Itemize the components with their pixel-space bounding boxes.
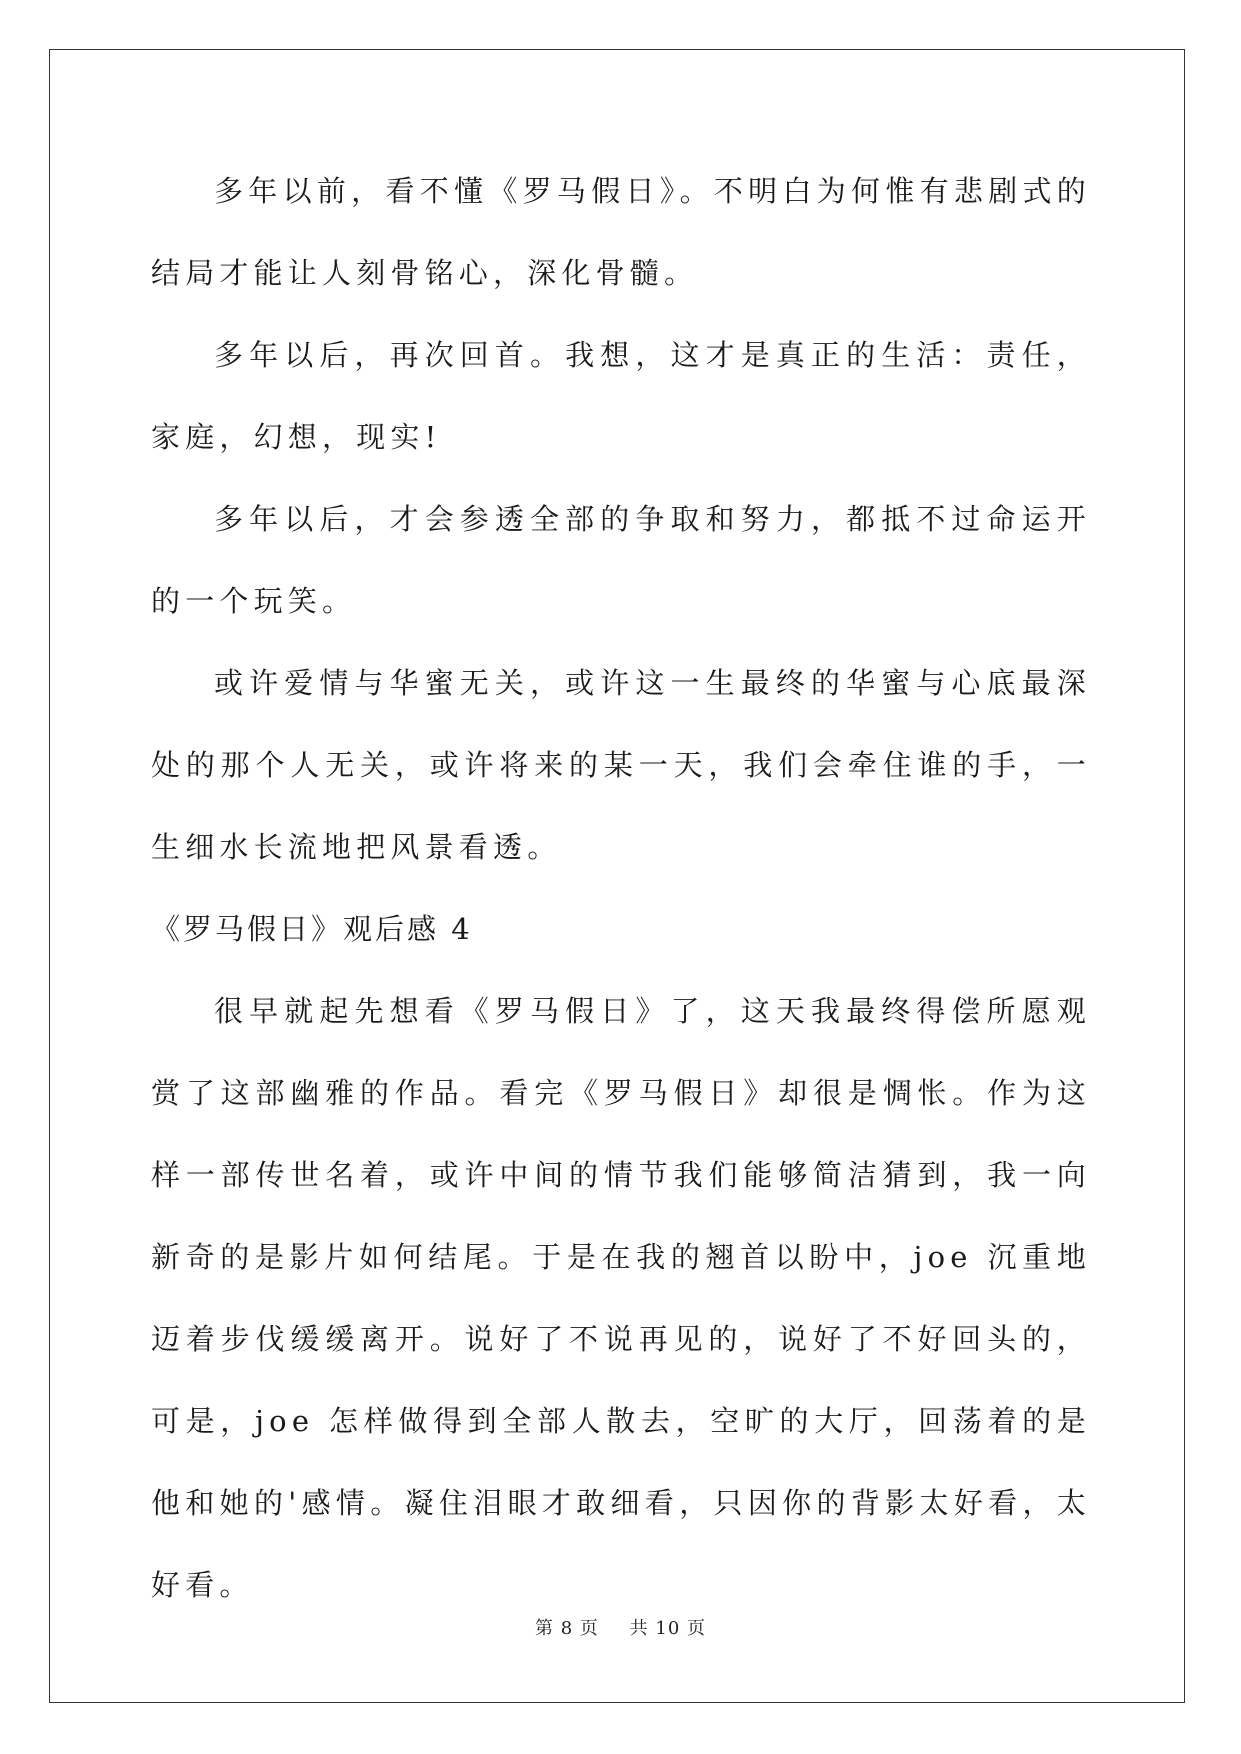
section-paragraph: 很早就起先想看《罗马假日》了，这天我最终得偿所愿观赏了这部幽雅的作品。看完《罗马假日》却很是惆怅。作为这样一部传世名着，或许中间的情节我们能够简洁猜到，我一向新奇的是影片如何结尾。于是在我的翘首以盼中，joe 沉重地迈着步伐缓缓离开。说好了不说再见的，说好了不好回头的，可是，joe 怎样做得到全部人散去，空旷的大厅，回荡着的是他和她的'感情。凝住泪眼才敢细看，只因你的背影太好看，太好看。 [151, 994, 1091, 1602]
paragraph-4: 或许爱情与华蜜无关，或许这一生最终的华蜜与心底最深处的那个人无关，或许将来的某一天，我们会牵住谁的手，一生细水长流地把风景看透。 [151, 666, 1091, 864]
paragraph-2: 多年以后，再次回首。我想，这才是真正的生活：责任，家庭，幻想，现实! [151, 338, 1091, 454]
document-body [151, 150, 1091, 1626]
paragraph-3: 多年以后，才会参透全部的争取和努力，都抵不过命运开的一个玩笑。 [151, 502, 1091, 618]
page-total: 共 10 页 [629, 1618, 706, 1639]
page-footer [0, 1614, 1241, 1640]
page-number: 第 8 页 [535, 1618, 599, 1639]
paragraph-1: 多年以前，看不懂《罗马假日》。不明白为何惟有悲剧式的结局才能让人刻骨铭心，深化骨髓。 [151, 174, 1091, 290]
section-heading: 《罗马假日》观后感 4 [151, 912, 473, 946]
